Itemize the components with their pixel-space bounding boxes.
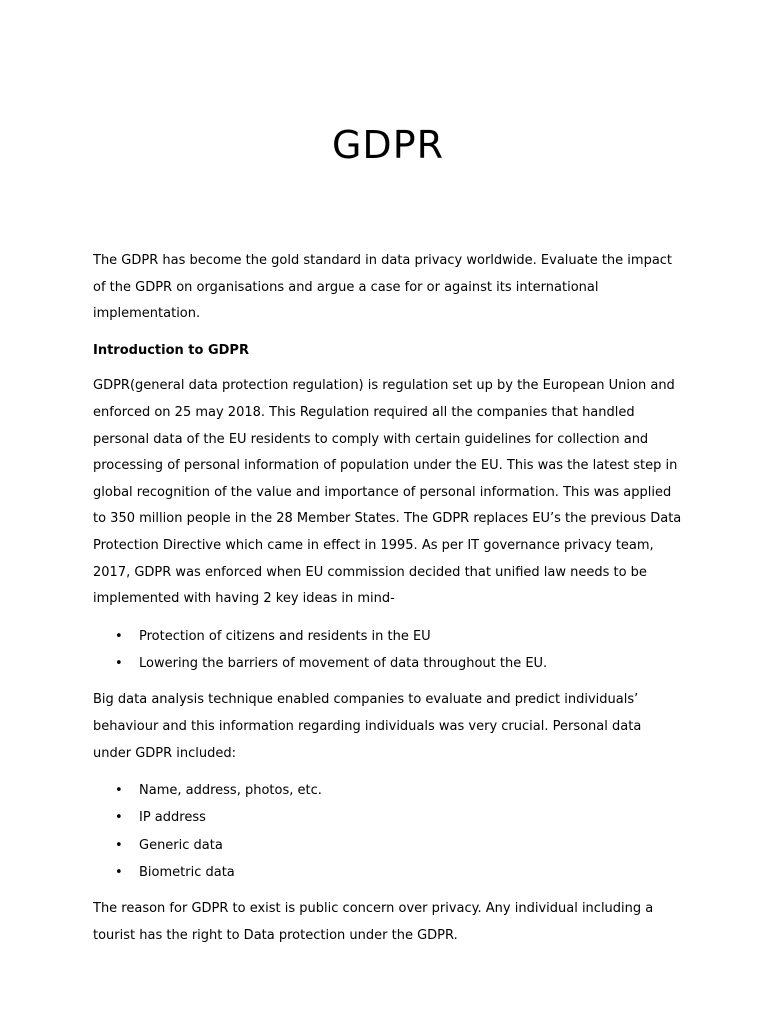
paragraph-gdpr-definition: GDPR(general data protection regulation) is regulation set up by the European Union and enforced on 25 may 2018. This Regulation required all the companies that handled personal data of the EU residents to comply with certain guidelines for collection and processing of personal information of population under the EU. This was the latest step in global recognition of the value and importance of personal information. This was applied to 350 million people in the 28 Member States. The GDPR replaces EU’s the previous Data Protection Directive which came in effect in 1995. As per IT governance privacy team, 2017, GDPR was enforced when EU commission decided that unified law needs to be implemented with having 2 key ideas in mind- <box>93 378 682 607</box>
bullet-icon: • <box>115 810 123 826</box>
list-item <box>93 623 683 650</box>
section-heading-introduction: Introduction to GDPR <box>93 342 249 358</box>
document-title: GDPR <box>331 123 445 167</box>
list-item-text: Name, address, photos, etc. <box>139 783 322 799</box>
list-item-text: IP address <box>139 810 206 826</box>
list-item-text: Lowering the barriers of movement of data throughout the EU. <box>139 656 548 672</box>
list-item-text: Biometric data <box>139 864 235 880</box>
list-item-text: Protection of citizens and residents in the EU <box>139 628 431 644</box>
list-item <box>93 650 683 677</box>
essay-question: The GDPR has become the gold standard in data privacy worldwide. Evaluate the impact of the GDPR on organisations and argue a case for or against its international implementation. <box>93 253 673 322</box>
personal-data-list <box>93 777 683 886</box>
paragraph-big-data: Big data analysis technique enabled companies to evaluate and predict individuals’ behaviour and this information regarding individuals was very crucial. Personal data under GDPR included: <box>93 692 642 761</box>
list-item <box>93 832 683 859</box>
bullet-icon: • <box>115 864 123 880</box>
paragraph-reason: The reason for GDPR to exist is public concern over privacy. Any individual including a tourist has the right to Data protection under the GDPR. <box>93 901 654 943</box>
document-body <box>93 248 683 959</box>
key-ideas-list <box>93 623 683 678</box>
list-item <box>93 777 683 804</box>
list-item-text: Generic data <box>139 837 223 853</box>
bullet-icon: • <box>115 628 123 644</box>
bullet-icon: • <box>115 837 123 853</box>
bullet-icon: • <box>115 783 123 799</box>
bullet-icon: • <box>115 656 123 672</box>
list-item <box>93 804 683 831</box>
list-item <box>93 859 683 886</box>
